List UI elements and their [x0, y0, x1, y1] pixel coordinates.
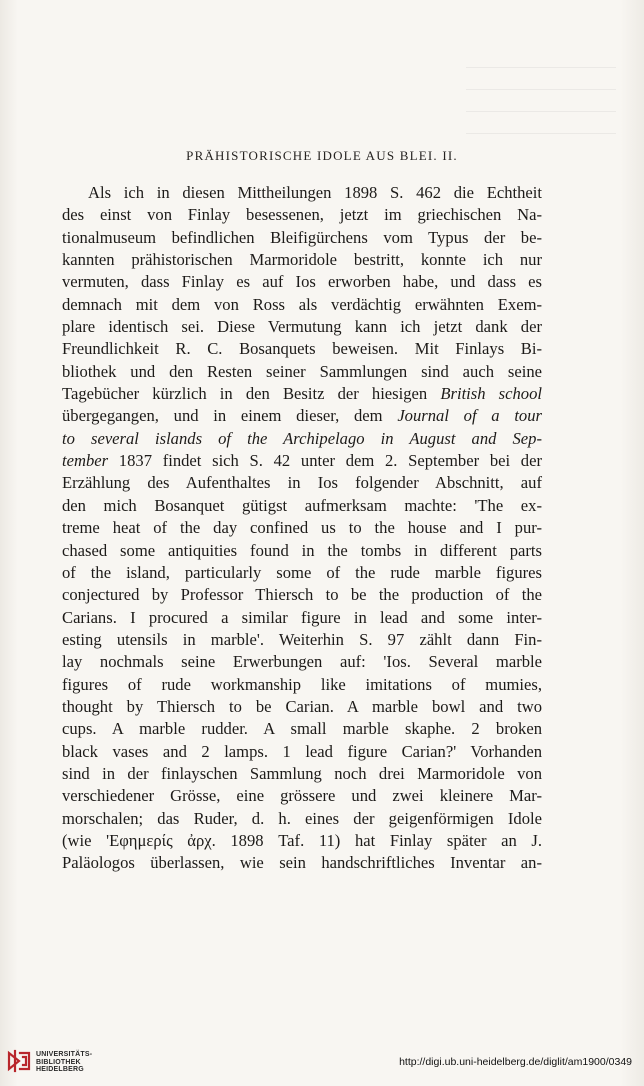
text-line	[62, 540, 542, 562]
text-line	[62, 562, 542, 584]
text-line	[62, 718, 542, 740]
text-line	[62, 696, 542, 718]
text-run: lay nochmals seine Erwerbungen auf: 'Ios. Several marble	[62, 652, 542, 672]
text-line	[62, 808, 542, 830]
text-run: chased some antiquities found in the tombs in different parts	[62, 540, 542, 560]
text-run: vermuten, dass Finlay es auf Ios erworben habe, und dass es	[62, 272, 542, 292]
text-run: Carians. I procured a similar figure in lead and some inter-	[62, 607, 542, 627]
italic-title-run: tember	[62, 451, 109, 471]
text-run: 1837 findet sich S. 42 unter dem 2. September bei der	[108, 451, 542, 471]
text-line	[62, 428, 542, 450]
text-line	[62, 830, 542, 852]
section-heading: PRÄHISTORISCHE IDOLE AUS BLEI. II.	[186, 148, 458, 163]
text-line	[62, 495, 542, 517]
text-line	[62, 517, 542, 539]
text-run: figures of rude workmanship like imitations of mumies,	[62, 674, 542, 694]
text-line	[62, 249, 542, 271]
text-run: übergegangen, und in einem dieser, dem	[62, 406, 398, 426]
text-line	[62, 316, 542, 338]
text-run: of the island, particularly some of the rude marble figures	[62, 562, 542, 582]
text-run: den mich Bosanquet gütigst aufmerksam machte: 'The ex-	[62, 495, 542, 515]
text-run: Als ich in diesen Mittheilungen 1898 S. 462 die Echtheit	[88, 183, 542, 202]
italic-title-run: British school	[440, 384, 543, 404]
text-line	[62, 852, 542, 874]
text-line	[62, 405, 542, 427]
text-line	[62, 785, 542, 807]
text-line	[62, 204, 542, 226]
text-run: esting utensils in marble'. Weiterhin S. 97 zählt dann Fin-	[62, 629, 542, 649]
logo-line-1: UNIVERSITÄTS-	[36, 1051, 93, 1058]
italic-title-run: Journal of a tour	[397, 406, 542, 426]
text-line	[62, 674, 542, 696]
text-run: Freundlichkeit R. C. Bosanquets beweisen. Mit Finlays Bi-	[62, 339, 542, 359]
body-paragraph	[62, 182, 542, 875]
text-run: sind in der finlayschen Sammlung noch drei Marmoridole von	[62, 763, 542, 783]
text-run: conjectured by Professor Thiersch to be the production of the	[62, 585, 542, 605]
text-line	[62, 629, 542, 651]
text-run: cups. A marble rudder. A small marble skaphe. 2 broken	[62, 719, 542, 739]
text-run: treme heat of the day confined us to the house and I pur-	[62, 518, 542, 538]
text-line	[62, 450, 542, 472]
text-line	[62, 584, 542, 606]
text-line	[62, 607, 542, 629]
text-run: (wie 'Εφημερίς ἀρχ. 1898 Taf. 11) hat Finlay später an J.	[62, 830, 542, 850]
text-run: des einst von Finlay besessenen, jetzt im griechischen Na-	[62, 205, 542, 225]
text-run: verschiedener Grösse, eine grössere und zwei kleinere Mar-	[62, 786, 542, 806]
text-line	[62, 227, 542, 249]
logo-text	[36, 1051, 92, 1074]
text-run: black vases and 2 lamps. 1 lead figure Carian?' Vorhanden	[62, 741, 542, 761]
text-run: plare identisch sei. Diese Vermutung kann ich jetzt dank der	[62, 317, 542, 337]
text-run: kannten prähistorischen Marmoridole bestritt, konnte ich nur	[62, 250, 542, 270]
text-line	[62, 472, 542, 494]
show-through-bleed	[466, 54, 616, 134]
text-run: Paläologos überlassen, wie sein handschriftliches Inventar an-	[62, 853, 542, 873]
text-run: Tagebücher kürzlich in den Besitz der hiesigen	[62, 384, 441, 404]
text-line	[62, 294, 542, 316]
university-library-logo-icon	[6, 1048, 32, 1074]
text-line	[62, 361, 542, 383]
permalink-url[interactable]: http://digi.ub.uni-heidelberg.de/diglit/am1900/0349	[399, 1056, 632, 1068]
text-run: bliothek und den Resten seiner Sammlungen sind auch seine	[62, 361, 542, 381]
text-run: thought by Thiersch to be Carian. A marble bowl and two	[62, 696, 542, 716]
text-line	[62, 763, 542, 785]
italic-title-run: to several islands of the Archipelago in August and Sep-	[62, 428, 542, 448]
text-line	[62, 383, 542, 405]
text-run: Erzählung des Aufenthaltes in Ios folgender Abschnitt, auf	[62, 473, 542, 493]
text-line	[62, 271, 542, 293]
library-logo[interactable]	[6, 1048, 136, 1078]
logo-line-2: BIBLIOTHEK	[36, 1058, 81, 1066]
text-line	[62, 651, 542, 673]
logo-line-3: HEIDELBERG	[36, 1066, 84, 1073]
text-line	[62, 338, 542, 360]
text-run: morschalen; das Ruder, d. h. eines der geigenförmigen Idole	[62, 808, 542, 828]
text-line	[62, 741, 542, 763]
text-run: tionalmuseum befindlichen Bleifigürchens vom Typus der be-	[62, 227, 542, 247]
text-line	[62, 182, 542, 204]
text-run: demnach mit dem von Ross als verdächtig erwähnten Exem-	[62, 294, 542, 314]
